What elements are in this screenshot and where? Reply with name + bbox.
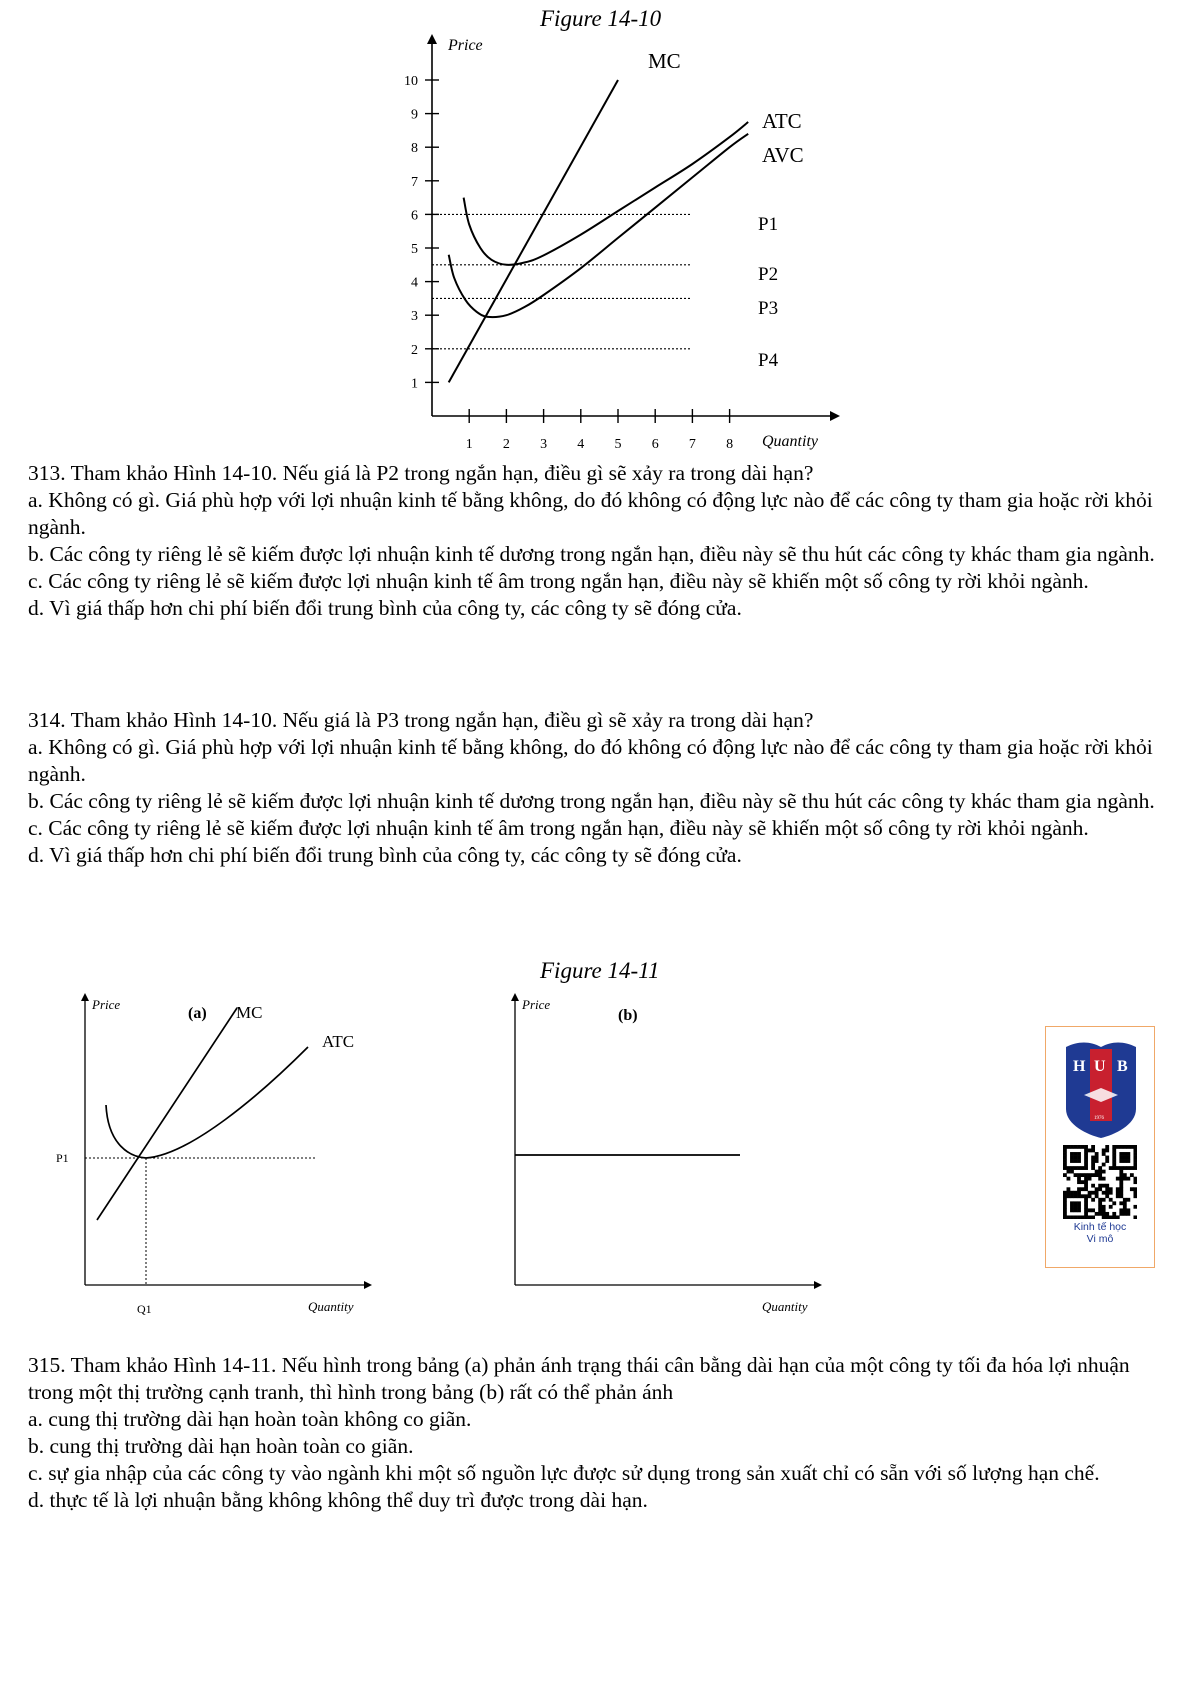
- x-tick-label: 4: [577, 437, 585, 452]
- x-tick-label: 7: [688, 437, 696, 452]
- atc-label: ATC: [762, 109, 802, 133]
- logo-caption-line2: Vi mô: [1086, 1233, 1114, 1245]
- question-315: [28, 1352, 1178, 1514]
- p1-label: P1: [56, 1151, 69, 1165]
- question-stem: 313. Tham khảo Hình 14-10. Nếu giá là P2 trong ngắn hạn, điều gì sẽ xảy ra trong dài hạn?: [28, 461, 814, 485]
- panel-a-label: (a): [188, 1005, 207, 1022]
- logo-caption-line1: Kinh tế học: [1073, 1221, 1127, 1233]
- y-axis-label: Price: [448, 37, 483, 54]
- y-tick-label: 1: [411, 376, 418, 392]
- y-tick-label: 9: [411, 107, 418, 123]
- option-a: a. cung thị trường dài hạn hoàn toàn không co giãn.: [28, 1407, 472, 1431]
- figure-14-11-panel-b: [480, 985, 880, 1325]
- y-tick-label: 3: [411, 309, 418, 325]
- option-c: c. Các công ty riêng lẻ sẽ kiếm được lợi nhuận kinh tế âm trong ngắn hạn, điều này sẽ khiến một số công ty rời khỏi ngành.: [28, 816, 1089, 840]
- figure-14-11-panel-a: [40, 985, 440, 1325]
- avc-label: AVC: [762, 143, 804, 167]
- question-314: [28, 707, 1178, 869]
- y-axis-label: Price: [522, 997, 551, 1012]
- hub-letter-h: H: [1073, 1058, 1086, 1075]
- option-d: d. Vì giá thấp hơn chi phí biến đổi trung bình của công ty, các công ty sẽ đóng cửa.: [28, 596, 742, 620]
- x-axis-label: Quantity: [762, 433, 818, 450]
- p1-label: P1: [758, 214, 779, 235]
- hub-shield-logo: [1064, 1039, 1138, 1139]
- p3-label: P3: [758, 298, 779, 319]
- y-axis-label: Price: [92, 997, 121, 1012]
- x-axis-label: Quantity: [308, 1299, 354, 1314]
- figure-14-10-chart: [370, 30, 870, 460]
- y-tick-label: 2: [411, 342, 418, 358]
- atc-label: ATC: [322, 1032, 355, 1051]
- x-tick-label: 3: [540, 437, 548, 452]
- option-b: b. cung thị trường dài hạn hoàn toàn co giãn.: [28, 1434, 414, 1458]
- y-tick-label: 7: [411, 174, 418, 190]
- question-stem: 315. Tham khảo Hình 14-11. Nếu hình trong bảng (a) phản ánh trạng thái cân bằng dài hạn của một công ty tối đa hóa lợi nhuận trong một thị trường cạnh tranh, thì hình trong bảng (b) rất có thể phản ánh: [28, 1353, 1130, 1404]
- hub-logo-box: [1045, 1026, 1155, 1268]
- option-c: c. Các công ty riêng lẻ sẽ kiếm được lợi nhuận kinh tế âm trong ngắn hạn, điều này sẽ khiến một số công ty rời khỏi ngành.: [28, 569, 1089, 593]
- figure-14-11-title: Figure 14-11: [540, 958, 660, 983]
- option-b: b. Các công ty riêng lẻ sẽ kiếm được lợi nhuận kinh tế dương trong ngắn hạn, điều này sẽ thu hút các công ty khác tham gia ngành.: [28, 542, 1155, 566]
- x-axis-label: Quantity: [762, 1299, 808, 1314]
- option-c: c. sự gia nhập của các công ty vào ngành khi một số nguồn lực được sử dụng trong sản xuất chỉ có sẵn với số lượng hạn chế.: [28, 1461, 1100, 1485]
- question-313: [28, 460, 1178, 622]
- p2-label: P2: [758, 264, 779, 285]
- hub-letter-u: U: [1094, 1058, 1106, 1075]
- hub-letter-b: B: [1117, 1058, 1128, 1075]
- option-d: d. Vì giá thấp hơn chi phí biến đổi trung bình của công ty, các công ty sẽ đóng cửa.: [28, 843, 742, 867]
- option-b: b. Các công ty riêng lẻ sẽ kiếm được lợi nhuận kinh tế dương trong ngắn hạn, điều này sẽ thu hút các công ty khác tham gia ngành.: [28, 789, 1155, 813]
- y-tick-label: 4: [411, 275, 418, 291]
- y-tick-label: 6: [411, 208, 418, 224]
- x-tick-label: 6: [651, 437, 659, 452]
- mc-label: MC: [236, 1003, 263, 1022]
- option-a: a. Không có gì. Giá phù hợp với lợi nhuận kinh tế bằng không, do đó không có động lực nào để các công ty tham gia hoặc rời khỏi ngành.: [28, 488, 1153, 539]
- qr-code-icon: [1063, 1145, 1137, 1219]
- y-tick-label: 10: [404, 74, 418, 89]
- x-tick-label: 5: [614, 437, 622, 452]
- panel-b-label: (b): [618, 1007, 638, 1024]
- option-a: a. Không có gì. Giá phù hợp với lợi nhuận kinh tế bằng không, do đó không có động lực nào để các công ty tham gia hoặc rời khỏi ngành.: [28, 735, 1153, 786]
- x-tick-label: 2: [502, 437, 510, 452]
- mc-label: MC: [648, 49, 681, 73]
- q1-label: Q1: [137, 1302, 152, 1316]
- question-stem: 314. Tham khảo Hình 14-10. Nếu giá là P3 trong ngắn hạn, điều gì sẽ xảy ra trong dài hạn?: [28, 708, 814, 732]
- y-tick-label: 8: [411, 141, 418, 157]
- mc-curve: [449, 80, 618, 382]
- p4-label: P4: [758, 350, 779, 371]
- atc-curve: [464, 122, 749, 265]
- y-tick-label: 5: [411, 242, 418, 257]
- avc-curve: [449, 134, 749, 317]
- figure-14-10-title: Figure 14-10: [540, 6, 662, 31]
- x-tick-label: 8: [726, 437, 734, 452]
- option-d: d. thực tế là lợi nhuận bằng không không thể duy trì được trong dài hạn.: [28, 1488, 648, 1512]
- x-tick-label: 1: [465, 437, 473, 452]
- hub-year: 1976: [1094, 1116, 1104, 1121]
